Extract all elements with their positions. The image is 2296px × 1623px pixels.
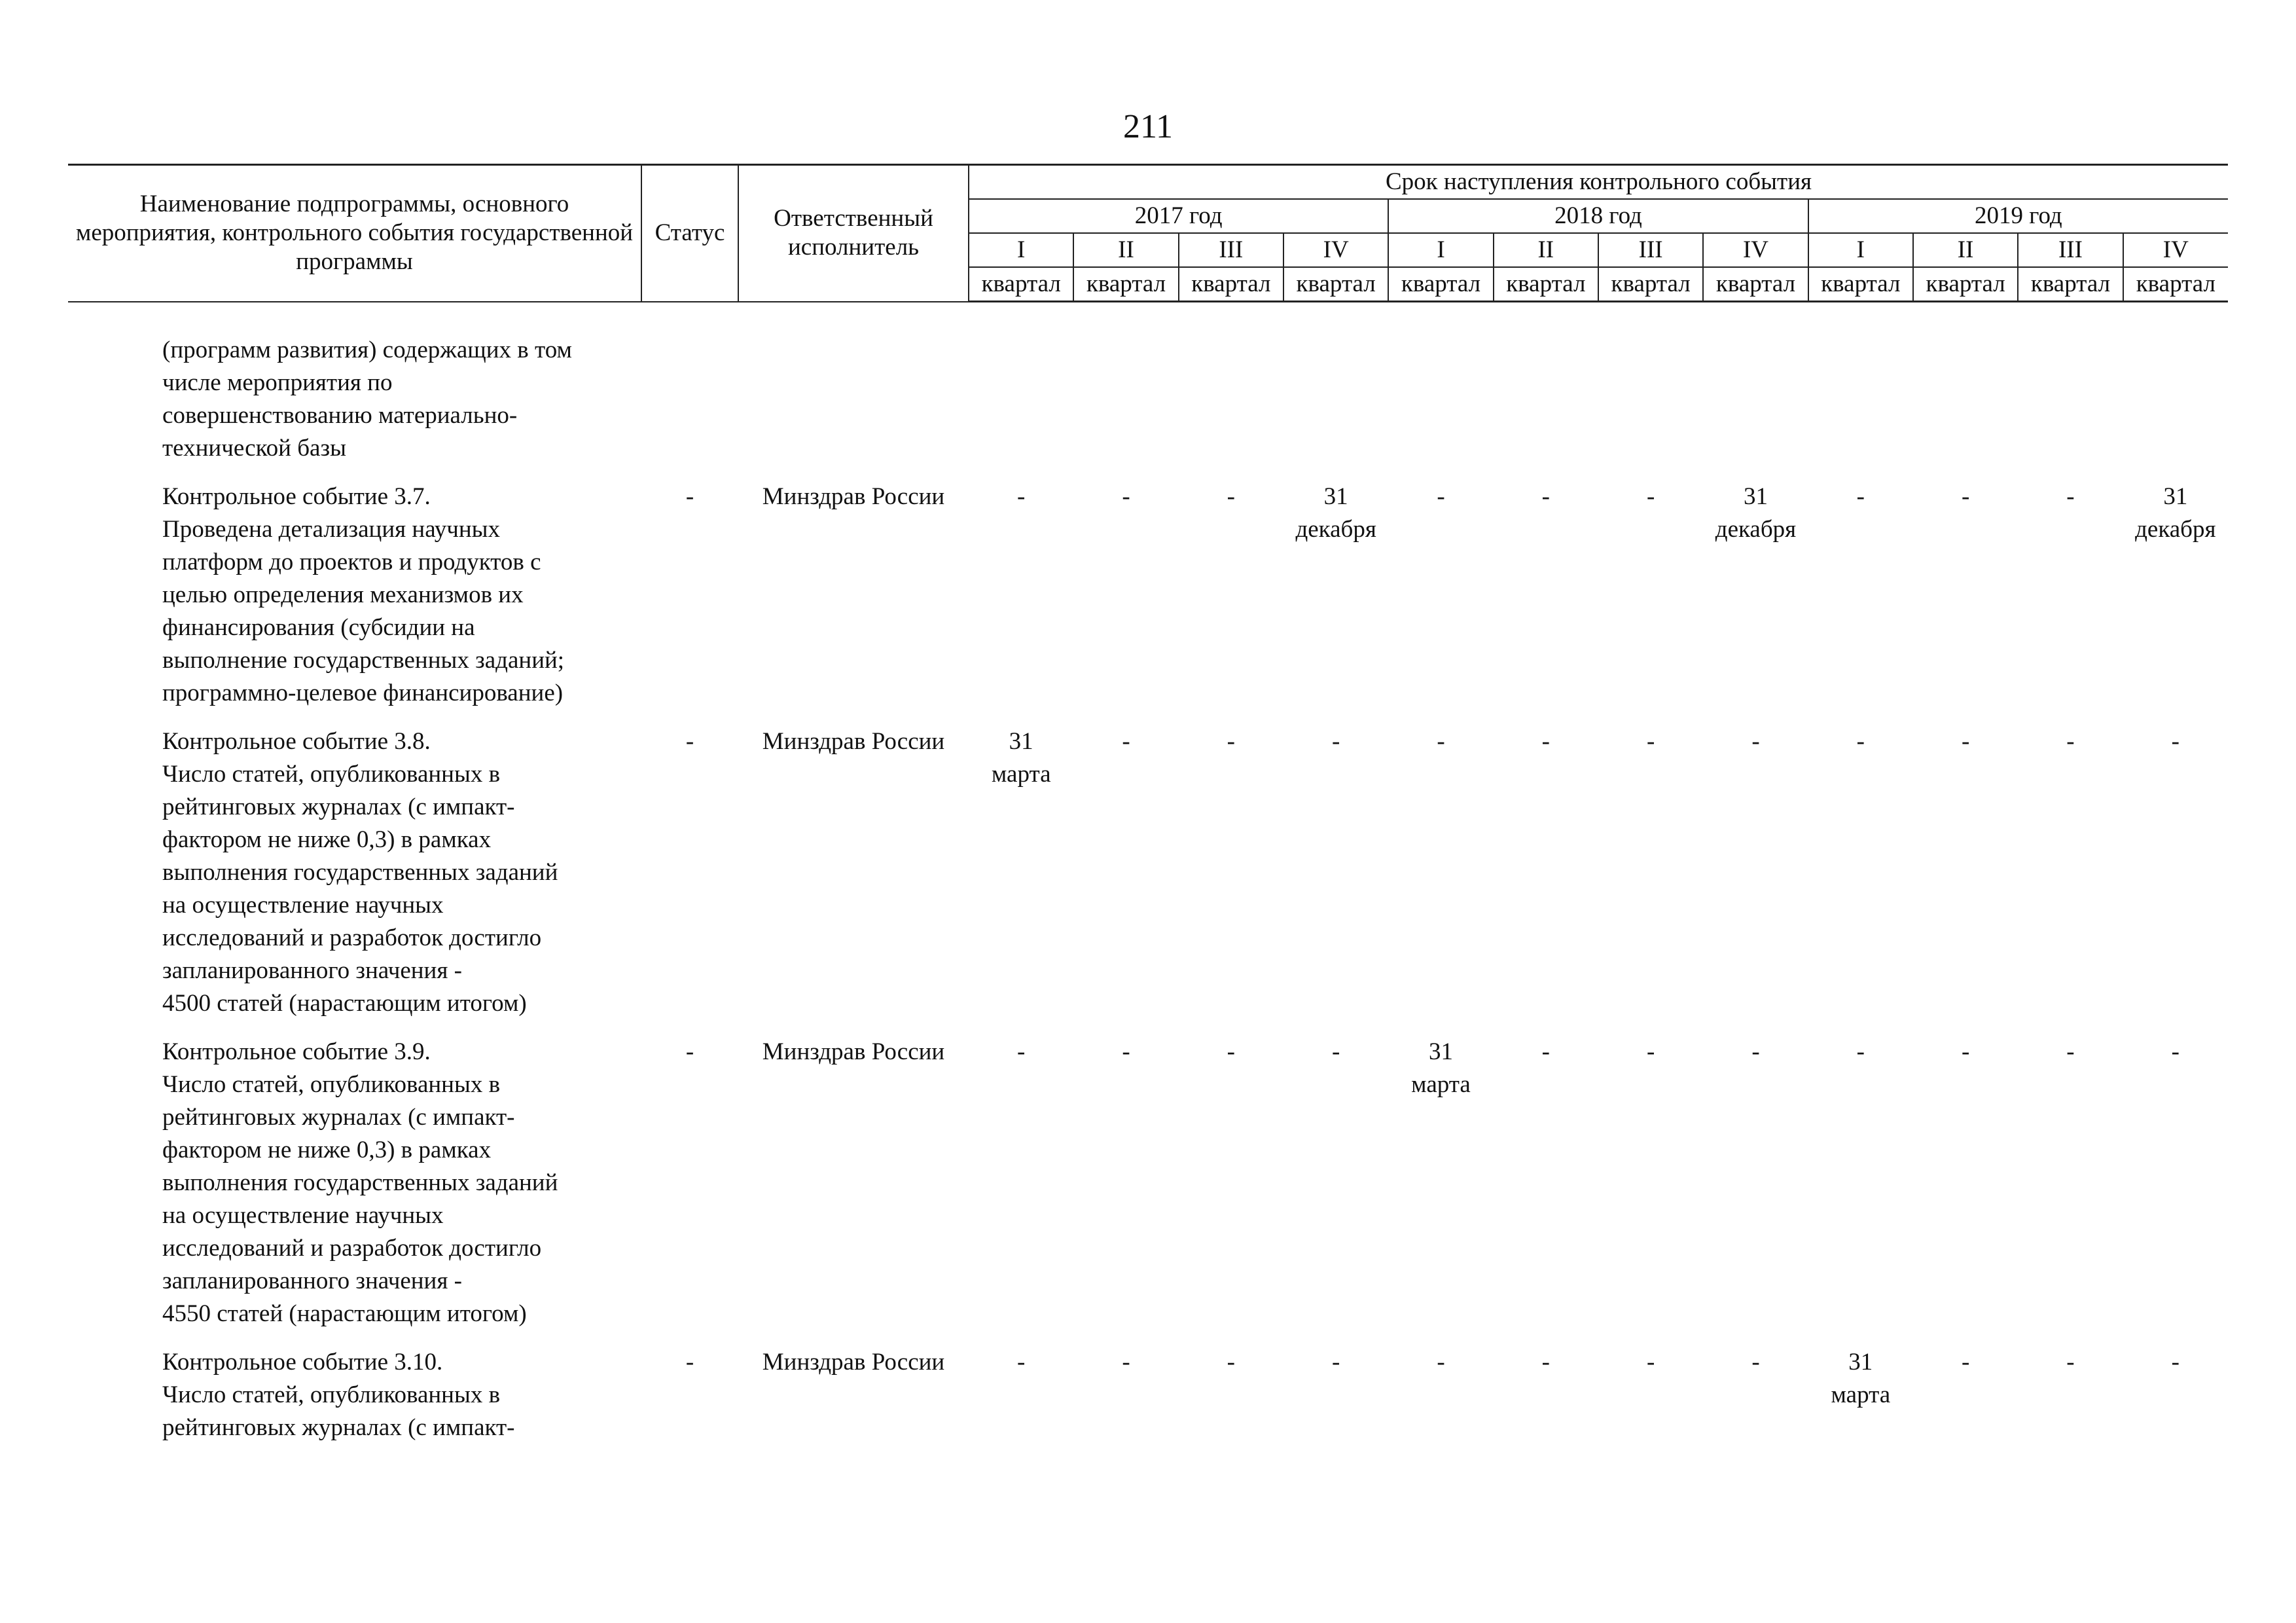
quarter-deadline-cell: - — [1122, 1038, 1130, 1065]
quarter-deadline-cell: - — [2171, 1349, 2179, 1376]
quarter-deadline-cell — [1808, 334, 1913, 465]
header-quarter-numeral: III — [1598, 233, 1703, 267]
quarter-deadline-cell: - — [1017, 1349, 1026, 1376]
header-quarter-word: квартал — [1388, 267, 1493, 302]
quarter-deadline-cell: 31 марта — [1411, 1038, 1471, 1098]
quarter-deadline-cell: - — [2066, 1349, 2075, 1376]
header-quarter-numeral: III — [1179, 233, 1283, 267]
header-quarter-numeral: IV — [2123, 233, 2228, 267]
quarter-deadline-cell: - — [1541, 483, 1550, 510]
header-year-2017: 2017 год — [969, 199, 1388, 233]
event-status: - — [685, 1038, 694, 1065]
event-description: Контрольное событие 3.10. Число статей, опубликованных в рейтинговых журналах (с импакт- — [162, 1349, 515, 1441]
quarter-deadline-cell: - — [1017, 483, 1026, 510]
table-body — [68, 302, 2228, 1445]
table-row — [68, 1036, 2228, 1330]
quarter-deadline-cell: 31 марта — [991, 728, 1051, 788]
event-status: - — [685, 483, 694, 510]
table-row — [68, 1346, 2228, 1444]
quarter-deadline-cell: 31 марта — [1831, 1349, 1891, 1408]
header-quarter-word: квартал — [2018, 267, 2123, 302]
quarter-deadline-cell: - — [1122, 1349, 1130, 1376]
header-quarter-numeral: I — [969, 233, 1073, 267]
header-quarter-word: квартал — [1913, 267, 2018, 302]
header-quarter-word: квартал — [1808, 267, 1913, 302]
responsible-executor: Минздрав России — [762, 1038, 945, 1065]
event-status: - — [685, 728, 694, 755]
header-name-column: Наименование подпрограммы, основного мероприятия, контрольного события государственной программы — [68, 165, 641, 302]
quarter-deadline-cell: - — [1437, 483, 1445, 510]
header-quarter-numeral: II — [1073, 233, 1178, 267]
header-responsible-column: Ответственный исполнитель — [738, 165, 969, 302]
quarter-deadline-cell: - — [1332, 1349, 1340, 1376]
header-quarter-word: квартал — [1179, 267, 1283, 302]
quarter-deadline-cell — [1388, 334, 1493, 465]
quarter-deadline-cell: - — [1332, 728, 1340, 755]
quarter-deadline-cell: - — [1961, 483, 1970, 510]
header-quarter-numeral: II — [1913, 233, 2018, 267]
table-row — [68, 334, 2228, 465]
quarter-deadline-cell: - — [2066, 728, 2075, 755]
quarter-deadline-cell: 31 декабря — [2135, 483, 2216, 543]
header-quarter-word: квартал — [969, 267, 1073, 302]
quarter-deadline-cell: - — [1122, 483, 1130, 510]
quarter-deadline-cell: - — [1227, 1038, 1235, 1065]
quarter-deadline-cell — [1913, 334, 2018, 465]
quarter-deadline-cell: - — [1751, 728, 1760, 755]
quarter-deadline-cell — [1494, 334, 1598, 465]
quarter-deadline-cell: - — [1856, 728, 1865, 755]
quarter-deadline-cell — [1179, 334, 1283, 465]
header-quarter-numeral: IV — [1283, 233, 1388, 267]
event-description: Контрольное событие 3.9. Число статей, опубликованных в рейтинговых журналах (с импакт- фактором не ниже 0,3) в рамках выполнения государственных заданий на осуществление научных исследований и разработок достигло запланированного значения - 4550 статей (нарастающим итогом) — [162, 1038, 558, 1327]
quarter-deadline-cell — [2018, 334, 2123, 465]
quarter-deadline-cell — [1598, 334, 1703, 465]
event-description: Контрольное событие 3.8. Число статей, опубликованных в рейтинговых журналах (с импакт- фактором не ниже 0,3) в рамках выполнения государственных заданий на осуществление научных исследований и разработок достигло запланированного значения - 4500 статей (нарастающим итогом) — [162, 728, 558, 1017]
header-quarter-numeral: III — [2018, 233, 2123, 267]
quarter-deadline-cell: - — [1437, 728, 1445, 755]
responsible-executor: Минздрав России — [762, 1349, 945, 1376]
header-quarter-numeral: I — [1388, 233, 1493, 267]
quarter-deadline-cell: - — [1122, 728, 1130, 755]
header-year-2018: 2018 год — [1388, 199, 1808, 233]
quarter-deadline-cell: - — [1961, 1038, 1970, 1065]
header-quarter-word: квартал — [1494, 267, 1598, 302]
quarter-deadline-cell: - — [1332, 1038, 1340, 1065]
page-number: 211 — [1122, 108, 1174, 145]
quarter-deadline-cell: 31 декабря — [1715, 483, 1797, 543]
event-description: Контрольное событие 3.7. Проведена детализация научных платформ до проектов и продуктов с целью определения механизмов их финансирования (субсидии на выполнение государственных заданий; программно-целевое финансирование) — [162, 483, 565, 706]
header-deadline-group: Срок наступления контрольного события — [969, 165, 2228, 200]
quarter-deadline-cell: - — [1751, 1038, 1760, 1065]
quarter-deadline-cell — [1073, 334, 1178, 465]
quarter-deadline-cell: - — [1856, 483, 1865, 510]
quarter-deadline-cell: - — [1227, 1349, 1235, 1376]
quarter-deadline-cell: - — [1227, 483, 1235, 510]
header-quarter-word: квартал — [1703, 267, 1808, 302]
quarter-deadline-cell: - — [1541, 728, 1550, 755]
quarter-deadline-cell: - — [2171, 728, 2179, 755]
header-quarter-numeral: I — [1808, 233, 1913, 267]
responsible-executor — [738, 334, 969, 465]
event-status: - — [685, 1349, 694, 1376]
responsible-executor: Минздрав России — [762, 483, 945, 510]
header-quarter-word: квартал — [1598, 267, 1703, 302]
header-quarter-numeral: II — [1494, 233, 1598, 267]
quarter-deadline-cell: - — [1646, 1038, 1655, 1065]
quarter-deadline-cell: - — [1646, 1349, 1655, 1376]
quarter-deadline-cell — [969, 334, 1073, 465]
table-row — [68, 725, 2228, 1020]
header-quarter-word: квартал — [1283, 267, 1388, 302]
responsible-executor: Минздрав России — [762, 728, 945, 755]
quarter-deadline-cell — [2123, 334, 2228, 465]
quarter-deadline-cell — [1703, 334, 1808, 465]
header-quarter-word: квартал — [2123, 267, 2228, 302]
control-events-table — [68, 164, 2228, 1444]
header-quarter-numeral: IV — [1703, 233, 1808, 267]
quarter-deadline-cell: - — [1961, 728, 1970, 755]
quarter-deadline-cell: - — [1751, 1349, 1760, 1376]
quarter-deadline-cell: 31 декабря — [1295, 483, 1376, 543]
event-description: (программ развития) содержащих в том числе мероприятия по совершенствованию материально- технической базы — [162, 337, 572, 462]
quarter-deadline-cell — [1283, 334, 1388, 465]
quarter-deadline-cell: - — [1437, 1349, 1445, 1376]
header-status-column: Статус — [641, 165, 738, 302]
quarter-deadline-cell: - — [1227, 728, 1235, 755]
quarter-deadline-cell: - — [1541, 1349, 1550, 1376]
quarter-deadline-cell: - — [1961, 1349, 1970, 1376]
quarter-deadline-cell: - — [2171, 1038, 2179, 1065]
event-status — [641, 334, 738, 465]
header-year-2019: 2019 год — [1808, 199, 2228, 233]
quarter-deadline-cell: - — [2066, 1038, 2075, 1065]
quarter-deadline-cell: - — [1646, 483, 1655, 510]
quarter-deadline-cell: - — [1541, 1038, 1550, 1065]
quarter-deadline-cell: - — [1646, 728, 1655, 755]
table-row — [68, 481, 2228, 710]
table-header — [68, 165, 2228, 302]
quarter-deadline-cell: - — [1856, 1038, 1865, 1065]
quarter-deadline-cell: - — [1017, 1038, 1026, 1065]
header-quarter-word: квартал — [1073, 267, 1178, 302]
quarter-deadline-cell: - — [2066, 483, 2075, 510]
